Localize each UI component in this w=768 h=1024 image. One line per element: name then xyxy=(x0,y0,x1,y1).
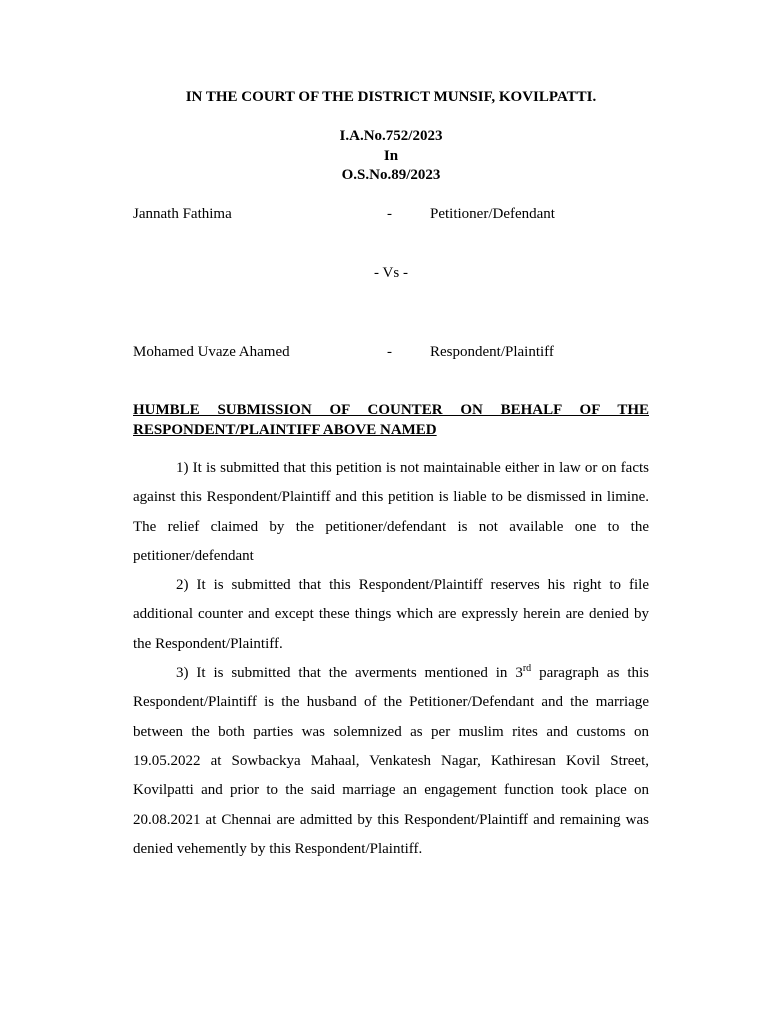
in-label: In xyxy=(383,148,399,164)
petitioner-name: Jannath Fathima xyxy=(133,206,232,222)
respondent-role: Respondent/Plaintiff xyxy=(430,344,554,360)
counter-body xyxy=(133,454,649,864)
ia-number: I.A.No.752/2023 xyxy=(339,128,443,144)
court-title: IN THE COURT OF THE DISTRICT MUNSIF, KOVILPATTI. xyxy=(185,89,597,105)
versus-label: - Vs - xyxy=(374,265,408,281)
petitioner-dash: - xyxy=(387,206,392,222)
respondent-dash: - xyxy=(387,344,392,360)
petitioner-role: Petitioner/Defendant xyxy=(430,206,555,222)
paragraph-1: 1) It is submitted that this petition is not maintainable either in law or on facts against this Respondent/Plaintiff and this petition is liable to be dismissed in limine. The relief claimed by the petitioner/defendant is not available one to the petitioner/defendant xyxy=(133,460,649,564)
respondent-name: Mohamed Uvaze Ahamed xyxy=(133,344,290,360)
paragraph-3-start: 3) It is submitted that the averments mentioned in 3 xyxy=(176,665,523,682)
ordinal-suffix: rd xyxy=(522,663,532,675)
paragraph-3-rest: paragraph as this Respondent/Plaintiff is the husband of the Petitioner/Defendant and the marriage between the both parties was solemnized as per muslim rites and customs on 19.05.2022 at Sowbackya Mahaal, Venkatesh Nagar, Kathiresan Kovil Street, Kovilpatti and prior to the said marriage an engagement function took place on 20.08.2021 at Chennai are admitted by this Respondent/Plaintiff and remaining was denied vehemently by this Respondent/Plaintiff. xyxy=(133,665,649,857)
os-number: O.S.No.89/2023 xyxy=(341,167,441,183)
paragraph-3 xyxy=(133,659,649,864)
submission-heading-line2: RESPONDENT/PLAINTIFF ABOVE NAMED xyxy=(133,422,437,438)
paragraph-2: 2) It is submitted that this Respondent/Plaintiff reserves his right to file additional counter and except these things which are expressly herein are denied by the Respondent/Plaintiff. xyxy=(133,577,649,652)
submission-heading-line1: HUMBLE SUBMISSION OF COUNTER ON BEHALF OF THE xyxy=(133,402,649,418)
